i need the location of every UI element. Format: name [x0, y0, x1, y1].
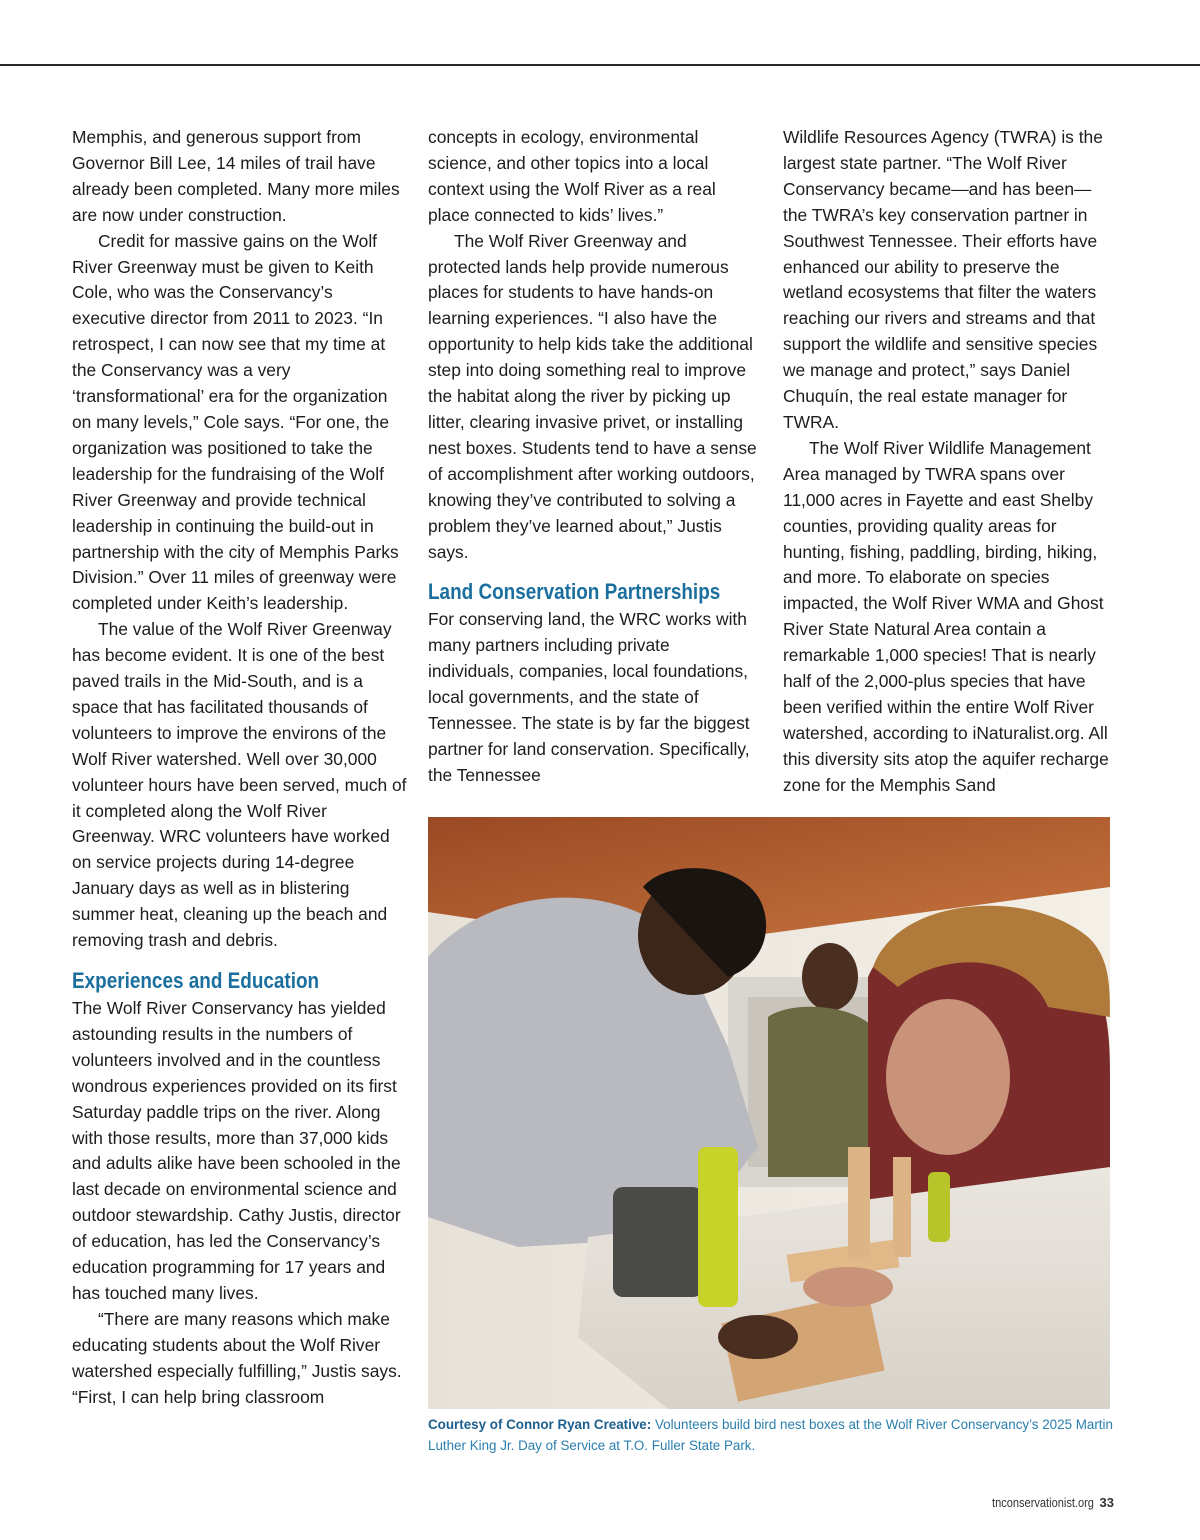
page-footer	[974, 1495, 1114, 1510]
paragraph: The Wolf River Greenway and protected lands help provide numerous places for students to have hands-on learning experiences. “I also have the opportunity to help kids take the additional step into doing something real to improve the habitat along the river by picking up litter, clearing invasive privet, or installing nest boxes. Students tend to have a sense of accomplishment after working outdoors, knowing they’ve contributed to solving a problem they’ve learned about,” Justis says.	[428, 230, 757, 562]
paragraph: The value of the Wolf River Greenway has become evident. It is one of the best paved trails in the Mid-South, and is a space that has facilitated thousands of volunteers to improve the environs of the Wolf River watershed. Well over 30,000 volunteer hours have been served, much of it completed along the Wolf River Greenway. WRC volunteers have worked on service projects during 14-degree January days as well as in blistering summer heat, cleaning up the beach and removing trash and debris.	[72, 619, 407, 951]
volunteers-photo	[428, 817, 1110, 1409]
volunteers-photo-illustration	[428, 817, 1110, 1409]
paragraph: concepts in ecology, environmental science, and other topics into a local context using the Wolf River as a real place connected to kids’ lives.”	[428, 127, 716, 225]
paragraph: Wildlife Resources Agency (TWRA) is the largest state partner. “The Wolf River Conservancy became—and has been—the TWRA’s key conservation partner in Southwest Tennessee. Their efforts have enhanced our ability to preserve the wetland ecosystems that filter the waters reaching our rivers and streams and that support the wildlife and sensitive species we manage and protect,” says Daniel Chuquín, the real estate manager for TWRA.	[783, 127, 1103, 432]
page-number: 33	[1099, 1495, 1114, 1510]
photo-caption	[428, 1414, 1118, 1456]
photo-caption-text: Volunteers build bird nest boxes at the Wolf River Conservancy’s 2025 Martin Luther King Jr. Day of Service at T.O. Fuller State Park.	[428, 1417, 1113, 1453]
footer-site-link[interactable]: tnconservationist.org	[991, 1495, 1094, 1510]
paragraph: “There are many reasons which make educating students about the Wolf River watershed especially fulfilling,” Justis says. “First, I can help bring classroom	[72, 1308, 402, 1407]
section-heading: Experiences and Education	[72, 968, 320, 993]
paragraph: Memphis, and generous support from Governor Bill Lee, 14 miles of trail have already been completed. Many more miles are now under construction.	[72, 127, 400, 225]
article-column-2	[428, 125, 760, 789]
top-rule	[0, 64, 1200, 66]
article-column-1	[72, 125, 408, 1411]
article-column-3	[783, 125, 1113, 799]
paragraph: Credit for massive gains on the Wolf River Greenway must be given to Keith Cole, who was the Conservancy’s executive director from 2011 to 2023. “In retrospect, I can now see that my time at the Conservancy was a very ‘transformational’ era for the organization on many levels,” Cole says. “For one, the organization was positioned to take the leadership for the fundraising of the Wolf River Greenway and provide technical leadership in continuing the build-out in partnership with the city of Memphis Parks Division.” Over 11 miles of greenway were completed under Keith’s leadership.	[72, 230, 399, 614]
paragraph: The Wolf River Wildlife Management Area managed by TWRA spans over 11,000 acres in Fayette and east Shelby counties, providing quality areas for hunting, fishing, paddling, birding, hiking, and more. To elaborate on species impacted, the Wolf River WMA and Ghost River State Natural Area contain a remarkable 1,000 species! That is nearly half of the 2,000-plus species that have been verified within the entire Wolf River watershed, according to iNaturalist.org. All this diversity sits atop the aquifer recharge zone for the Memphis Sand	[783, 437, 1109, 795]
photo-credit: Courtesy of Connor Ryan Creative:	[428, 1417, 652, 1432]
paragraph: For conserving land, the WRC works with many partners including private individuals, companies, local foundations, local governments, and the state of Tennessee. The state is by far the biggest partner for land conservation. Specifically, the Tennessee	[428, 609, 750, 785]
section-heading: Land Conservation Partnerships	[428, 579, 721, 605]
paragraph: The Wolf River Conservancy has yielded astounding results in the numbers of volunteers involved and in the countless wondrous experiences provided on its first Saturday paddle trips on the river. Along with those results, more than 37,000 kids and adults alike have been schooled in the last decade on environmental science and outdoor stewardship. Cathy Justis, director of education, has led the Conservancy’s education programming for 17 years and has touched many lives.	[72, 998, 401, 1303]
